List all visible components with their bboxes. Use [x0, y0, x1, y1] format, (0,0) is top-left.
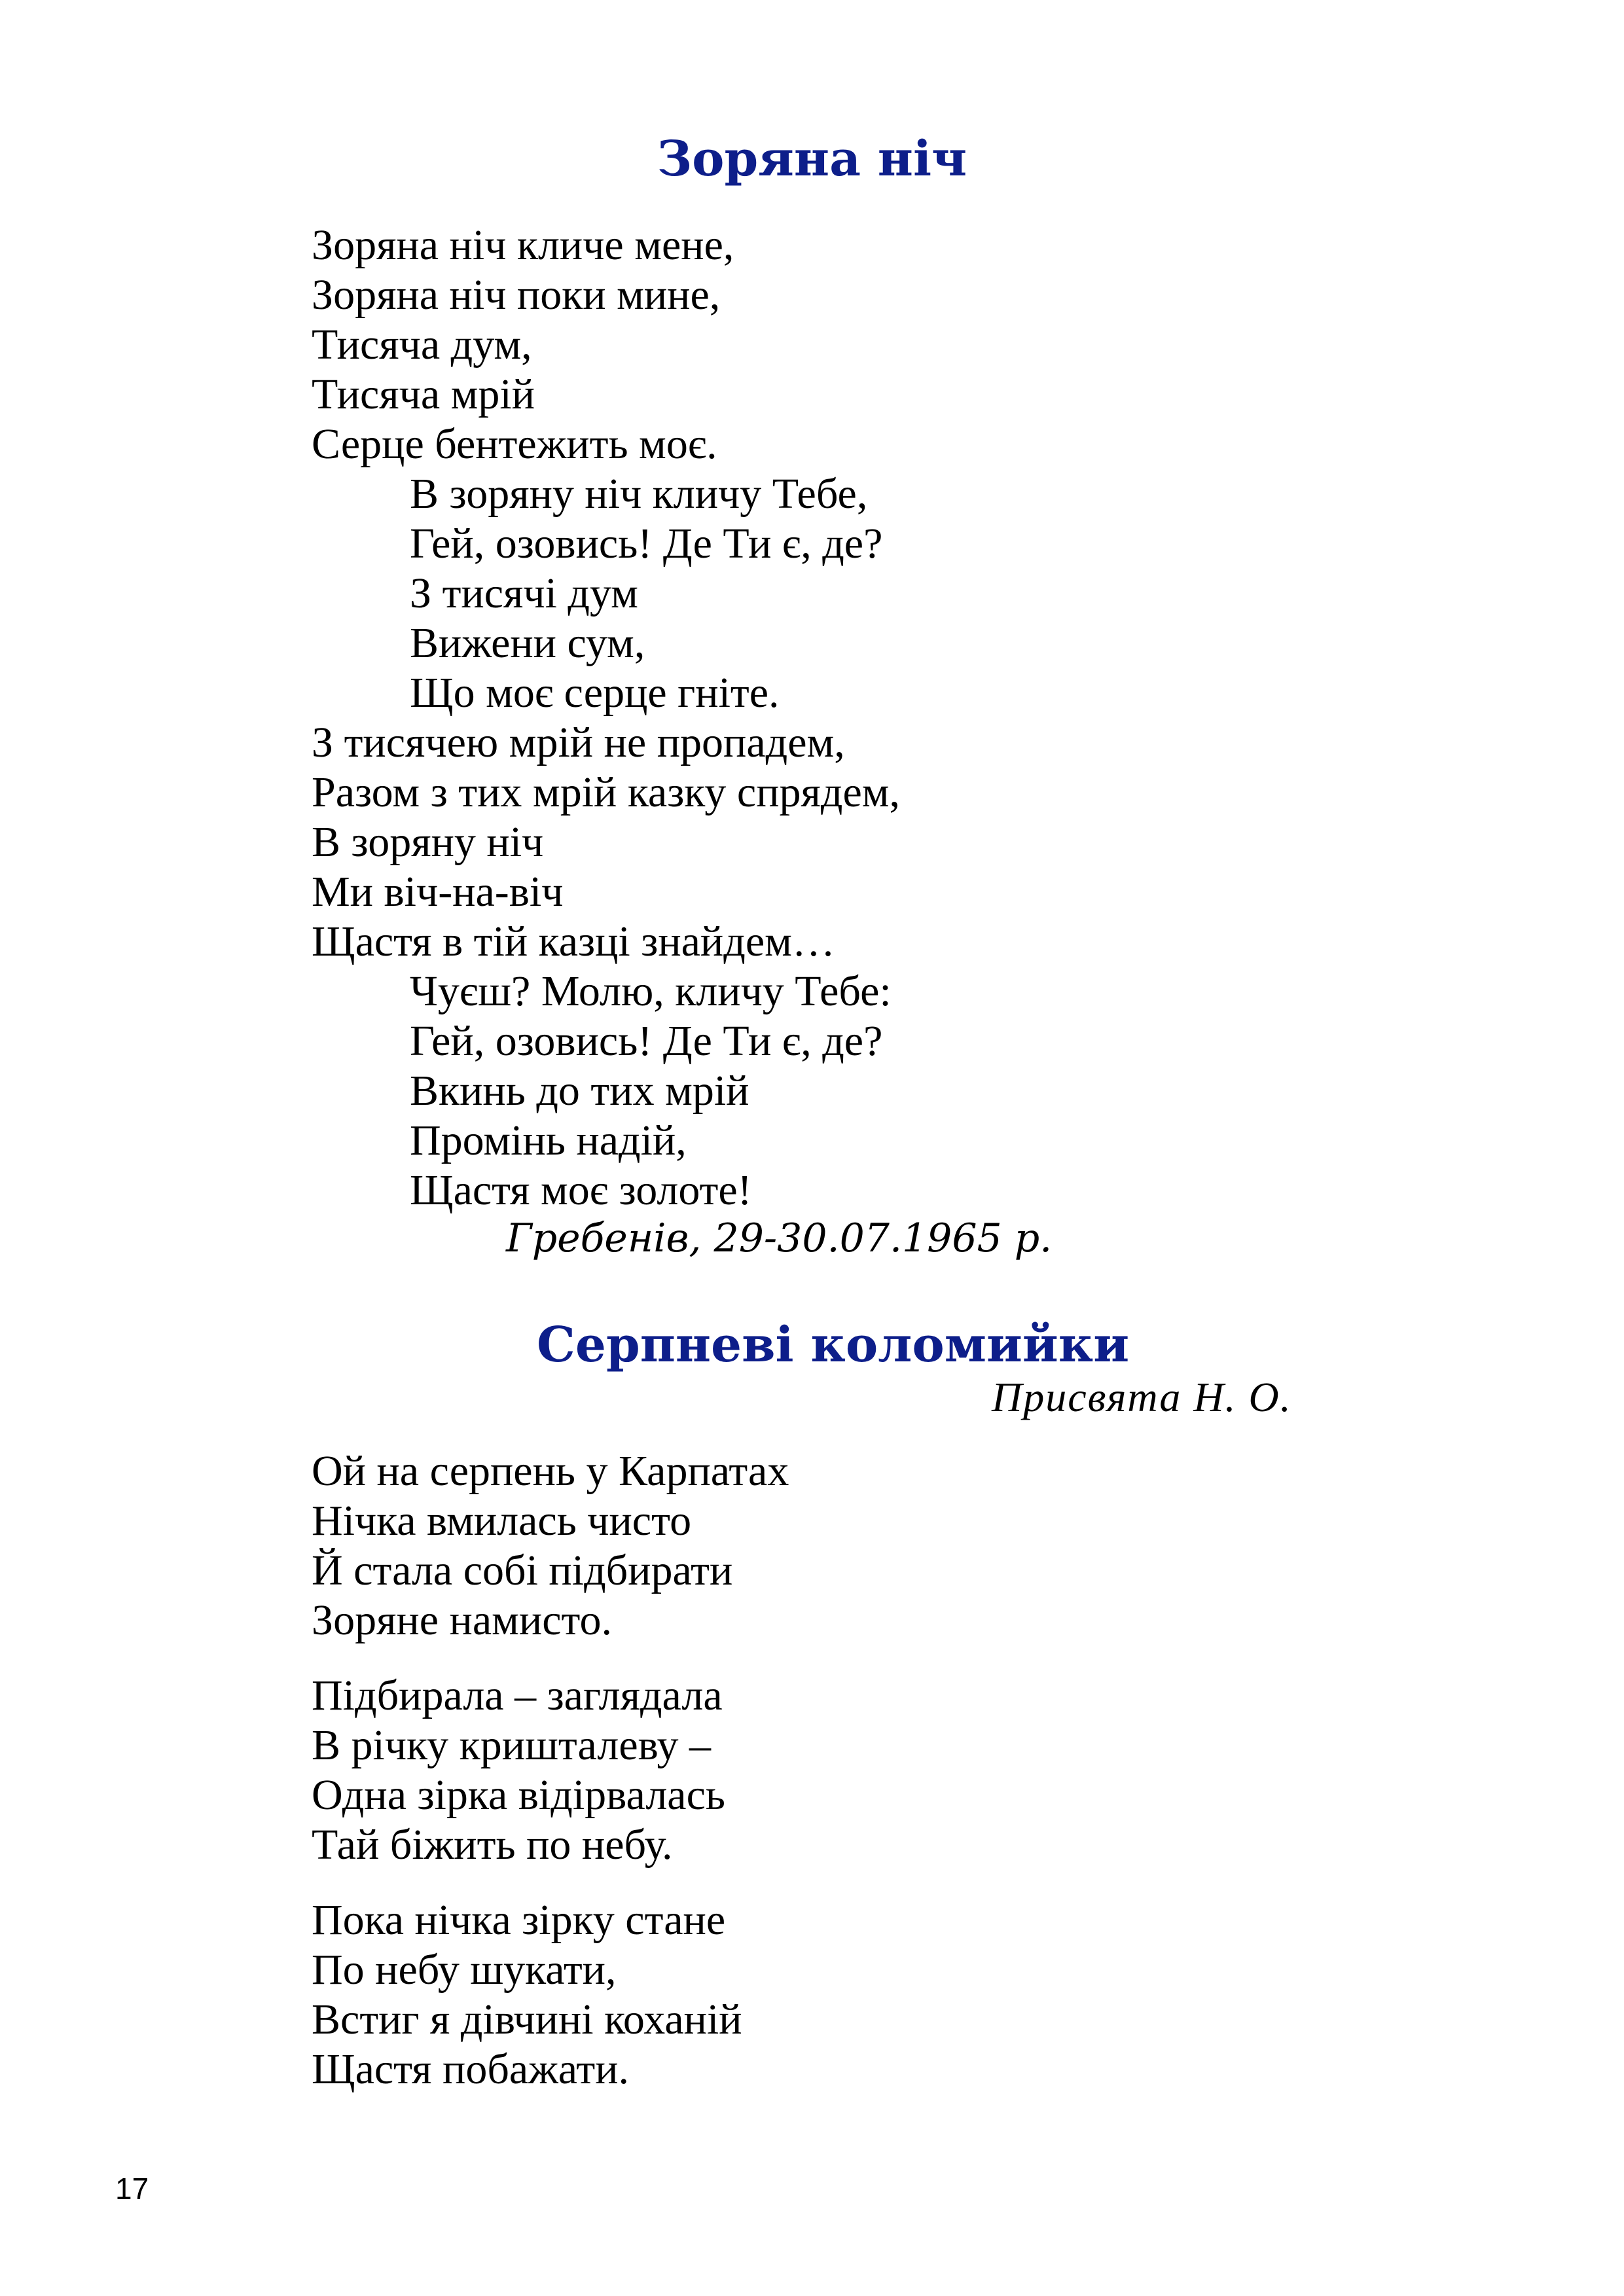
poem-title: Серпневі коломийки [537, 1317, 1130, 1373]
poem-line: Пока нічка зірку стане [312, 1896, 726, 1944]
poem-line-indented: Гей, озовись! Де Ти є, де? [410, 1017, 883, 1065]
poem-line: Нічка вмилась чисто [312, 1497, 692, 1545]
stanza [312, 1446, 789, 1645]
poem-line: Й стала собі підбирати [312, 1547, 733, 1594]
poem-line: По небу шукати, [312, 1946, 617, 1994]
poem-dedication: Присвята Н. О. [992, 1374, 1292, 1420]
stanza [312, 1895, 742, 2094]
poem-line: З тисячею мрій не пропадем, [312, 719, 845, 766]
poem-line: Тай біжить по небу. [312, 1821, 673, 1869]
poem-line: Щастя в тій казці знайдем… [312, 918, 835, 965]
poem-line: Ми віч-на-віч [312, 868, 564, 916]
poem-line: Підбирала – заглядала [312, 1672, 723, 1719]
poem-line: Щастя побажати. [312, 2045, 630, 2093]
poem-line: Разом з тих мрій казку спрядем, [312, 768, 901, 816]
poem-line-indented: Вкинь до тих мрій [410, 1067, 749, 1115]
poem-title: Зоряна ніч [657, 131, 967, 187]
poem-line-indented: Вижени сум, [410, 619, 645, 667]
stanza [312, 1671, 725, 1870]
poem-line: Тисяча мрій [312, 370, 535, 418]
poem-line: Серце бентежить моє. [312, 420, 717, 468]
poem-line: Ой на серпень у Карпатах [312, 1447, 789, 1495]
poem-line-indented: Промінь надій, [410, 1117, 687, 1164]
poem-line: Зоряна ніч поки мине, [312, 271, 721, 319]
poem-line: Встиг я дівчині коханій [312, 1996, 742, 2043]
poem-line-indented: Що моє серце гніте. [410, 669, 780, 717]
poem-line-indented: В зоряну ніч кличу Тебе, [410, 470, 868, 518]
poem-line-indented: З тисячі дум [410, 569, 638, 617]
poem-line-indented: Гей, озовись! Де Ти є, де? [410, 520, 883, 567]
poem-line-indented: Чуєш? Молю, кличу Тебе: [410, 967, 892, 1015]
page-number: 17 [115, 2172, 149, 2206]
poem-line: В річку кришталеву – [312, 1721, 712, 1769]
poem-body [312, 221, 900, 1215]
poem-line-indented: Щастя моє золоте! [410, 1166, 752, 1214]
poem-line: В зоряну ніч [312, 818, 544, 866]
poem-line: Тисяча дум, [312, 321, 532, 368]
poem-signature: Гребенів, 29-30.07.1965 р. [506, 1215, 1053, 1261]
poem-line: Зоряне намисто. [312, 1596, 613, 1644]
poem-line: Зоряна ніч кличе мене, [312, 221, 734, 269]
poem-line: Одна зірка відірвалась [312, 1771, 725, 1819]
